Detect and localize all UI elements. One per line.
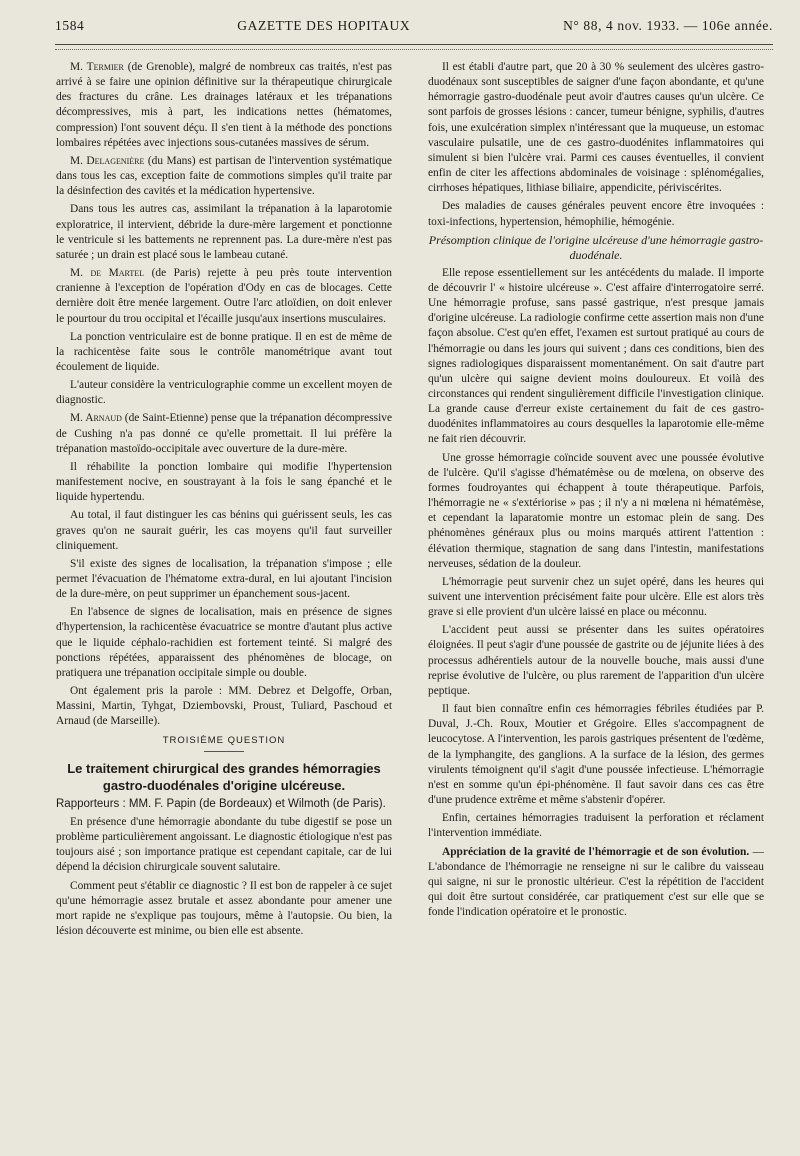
paragraph: Dans tous les autres cas, assimilant la trépanation à la laparotomie exploratrice, il intervient, débride la dure-mère largement et ponctionne le ventricule si les battements ne reprennent pas. La dure-mère n'est pas saturée ; un drain est placé sous le lambeau cutané.	[56, 203, 392, 261]
paragraph: Il faut bien connaître enfin ces hémorragies fébriles étudiées par P. Duval, J.-Ch. Roux, Moutier et Grégoire. Elles s'accompagnent de leucocytose. A l'intervention, les parois gastriques présentent de l'œdème, de la lymphangite, des ganglions. A la surface de la lésion, des germes virulents témoignent qu'il s'agit d'une poussée infectieuse. L'hémorragie n'est en somme qu'un épi-phénomène. Il faut savoir dans ces cas être d'une prudence extrême et même s'abstenir d'opérer.	[428, 703, 764, 807]
paragraph-lead: Appréciation de la gravité de l'hémorragie et de son évolution.	[442, 845, 750, 858]
paragraph: Ont également pris la parole : MM. Debrez et Delgoffe, Orban, Massini, Martin, Tyhgat, Dziembovski, Proust, Tuliard, Paschoud et Arnaud (de Marseille).	[56, 685, 392, 728]
paragraph: Il réhabilite la ponction lombaire qui modifie l'hypertension manifestement nocive, en soustrayant à la fois le sang épanché et le liquide hypertendu.	[56, 460, 392, 504]
left-column	[56, 60, 392, 1145]
question-heading: TROISIÈME QUESTION	[162, 734, 286, 746]
journal-title: GAZETTE DES HOPITAUX	[237, 18, 411, 33]
paragraph: M. Arnaud (de Saint-Etienne) pense que la trépanation décompressive de Cushing n'a pas donné ce qu'elle promettait. Il lui préfère la trépanation mastoïdo-occipitale avec ouverture de la dure-mère.	[56, 412, 392, 455]
issue-info: N° 88, 4 nov. 1933. — 106e année.	[563, 18, 773, 33]
paragraph: M. de Martel (de Paris) rejette à peu près toute intervention cranienne à l'exception de l'opération d'Ody en cas de blocages. Cette dernière doit être menée largement. Outre l'arc atloïdien, on doit enlever le pourtour du trou occipital et l'écaille jusqu'aux insertions musculaires.	[56, 267, 392, 325]
paragraph: Au total, il faut distinguer les cas bénins qui guérissent seuls, les cas graves qu'on ne saurait guérir, les cas moyens qu'il faut surveiller cliniquement.	[56, 509, 392, 552]
section-title: Le traitement chirurgical des grandes hémorragies gastro-duodénales d'origine ulcéreuse.	[67, 760, 381, 793]
paragraph: M. Termier (de Grenoble), malgré de nombreux cas traités, n'est pas arrivé à se faire une opinion définitive sur la thérapeutique chirurgicale des fractures du crâne. Les drainages latéraux et les trépanations décompressives, mis à part, les indications nettes (hématomes, compression) l'ont souvent déçu. Il s'en tient à la méthode des ponctions lombaires répétées avec injections sous-cutanées massives de sérum.	[56, 61, 392, 149]
paragraph: Des maladies de causes générales peuvent encore être invoquées : toxi-infections, hypertension, hémophilie, hémogénie.	[428, 200, 764, 228]
reporters-line: Rapporteurs : MM. F. Papin (de Bordeaux) et Wilmoth (de Paris).	[56, 797, 386, 810]
paragraph: En présence d'une hémorragie abondante du tube digestif se pose un problème particulièrement angoissant. Le diagnostic étiologique n'est pas toujours aisé ; son importance pratique est cependant capitale, car de lui dépend la décision chirurgicale souvent salutaire.	[56, 815, 392, 874]
subsection-title: Présomption clinique de l'origine ulcéreuse d'une hémorragie gastro-duodénale.	[428, 232, 764, 262]
speaker-name: M. Termier	[70, 61, 124, 73]
paragraph: Une grosse hémorragie coïncide souvent avec une poussée évolutive de l'ulcère. Qu'il s'agisse d'hématémèse ou de mœlena, on observe des formes foudroyantes qui échappent à toute thérapeutique. Parfois, l'hémorragie ne « s'extériorise » pas ; il n'y a ni mœlena ni hématémèse, et cependant la laparatomie montre un estomac plein de sang. Des phénomènes généraux plus ou moins marqués attirent l'attention : élévation thermique, stagnation de sang dans l'intestin, manifestations nerveuses, sédation de la douleur.	[428, 451, 764, 570]
header-rule	[55, 44, 773, 50]
right-column	[428, 60, 764, 1145]
paragraph: Appréciation de la gravité de l'hémorragie et de son évolution. — L'abondance de l'hémorragie ne renseigne ni sur le calibre du vaisseau qui saigne, ni sur le pronostic ultérieur. C'est la répétition de l'accident qui doit être surtout considérée, car pratiquement c'est sur elle que se fonde l'indication opératoire et le pronostic.	[428, 845, 764, 919]
paragraph: Comment peut s'établir ce diagnostic ? Il est bon de rappeler à ce sujet qu'une hémorragie assez brutale et assez abondante pour amener une mort rapide ne s'explique pas toujours, même à l'autopsie. Ou bien, la lésion découverte est minime, ou bien elle est absente.	[56, 879, 392, 937]
page-header	[55, 18, 773, 40]
paragraph: En l'absence de signes de localisation, mais en présence de signes d'hypertension, la rachicentèse évacuatrice se montre d'autant plus active que le liquide céphalo-rachidien est fortement teinté. Si malgré des ponctions répétées, apparaissent des phénomènes de blocage, on pratiquera une trépanation occipitale simple ou double.	[56, 606, 392, 679]
paragraph: La ponction ventriculaire est de bonne pratique. Il en est de même de la rachicentèse faite sous le contrôle manométrique avant tout écoulement de liquide.	[56, 330, 392, 373]
paragraph: M. Delagenière (du Mans) est partisan de l'intervention systématique dans tous les cas, exception faite de commotions simples qu'il traite par la désinfection des cavités et la médication hypertensive.	[56, 154, 392, 198]
paragraph: L'hémorragie peut survenir chez un sujet opéré, dans les heures qui suivent une intervention précisément faite pour ulcère. Elle est alors très grave si elle provient d'un ulcère laissé en place ou méconnu.	[428, 575, 764, 619]
paragraph: S'il existe des signes de localisation, la trépanation s'impose ; elle permet l'évacuation de l'hématome extra-dural, en lui ajoutant l'incision de la dure-mère, on peut supprimer un épanchement sous-jacent.	[56, 557, 392, 601]
paragraph: Enfin, certaines hémorragies traduisent la perforation et réclament l'intervention immédiate.	[428, 812, 764, 840]
paragraph: Elle repose essentiellement sur les antécédents du malade. Il importe de découvrir l' « histoire ulcéreuse ». C'est affaire d'interrogatoire serré. Une hémorragie profuse, sans passé gastrique, n'est presque jamais d'origine ulcéreuse. La radiologie confirme cette assertion mais non d'une façon absolue. C'est qu'en effet, l'examen est surtout pratiqué au cours de l'hémorragie ou dans les jours qui suivent ; dans ces conditions, bien des signes radiologiques disparaissent momentanément. On sait d'autre part qu'un ulcère qui saigne devient moins douloureux. Et voilà des circonstances qui rendent singulièrement difficile l'investigation clinique. La grande cause d'erreur existe certainement du fait de ces gastro-duodénites inflammatoires au cours desquelles la laparotomie elle-même ne fait rien découvrir.	[428, 266, 764, 446]
paragraph: L'auteur considère la ventriculographie comme un excellent moyen de diagnostic.	[56, 379, 392, 407]
speaker-name: M. Arnaud	[70, 412, 122, 425]
speaker-name: M. de Martel	[70, 267, 145, 280]
paragraph: Il est établi d'autre part, que 20 à 30 % seulement des ulcères gastro-duodénaux sont susceptibles de saigner d'une façon abondante, et qu'une hémorragie gastro-duodénale peut avoir d'autres causes qu'un ulcère. Ce sont parfois de grosses lésions : cancer, tumeur bénigne, syphilis, d'autres fois, une exulcération simplex n'intéressant que la muqueuse, un estomac vasculaire pulsatile, une de ces gastro-duodénites inflammatoires qui simulent si bien l'ulcère vrai. Parmi ces causes éventuelles, il convient enfin de citer les affections abdominales de voisinage : splénomégalies, cirrhoses hépatiques, lithiase biliaire, appendicite, périviscérites.	[428, 61, 764, 195]
speaker-name: M. Delagenière	[70, 154, 145, 167]
paragraph: L'accident peut aussi se présenter dans les suites opératoires éloignées. Il peut s'agir d'une poussée de gastrite ou de jéjunite liées à des processus adhérentiels autour de la nouvelle bouche, mais aussi d'une reprise évolutive de l'ulcère, ou plus rarement de l'apparition d'un ulcère peptique.	[428, 624, 764, 697]
page-number: 1584	[55, 18, 85, 33]
question-rule	[204, 751, 244, 752]
